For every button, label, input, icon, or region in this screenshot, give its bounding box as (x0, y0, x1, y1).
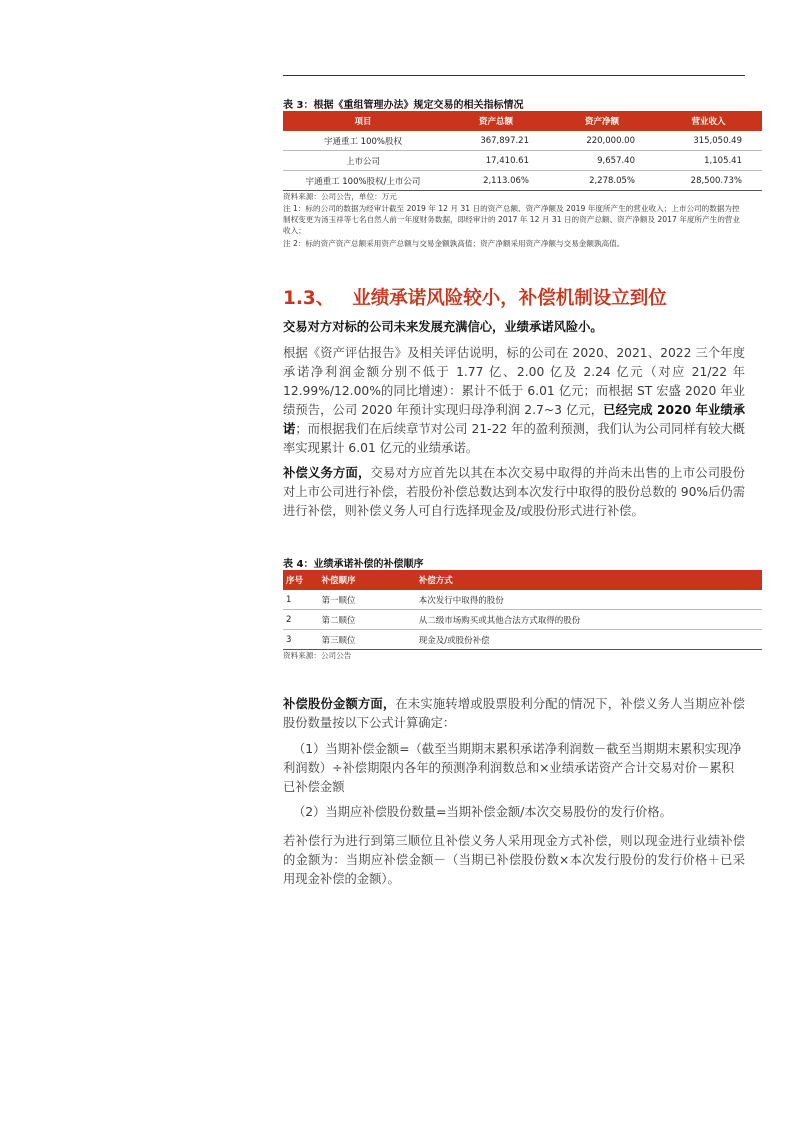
table-cell: 9,657.40 (549, 151, 655, 171)
table-cell: 第一顺位 (319, 590, 416, 610)
table-cell: 上市公司 (283, 151, 443, 171)
table-cell: 2 (283, 610, 319, 630)
formula-item-1 (283, 740, 745, 797)
table4 (283, 570, 762, 650)
table-cell: 第三顺位 (319, 630, 416, 650)
table-cell: 1,105.41 (655, 151, 762, 171)
table4-header-row (283, 570, 762, 590)
section-heading (283, 284, 667, 310)
table-cell: 宇通重工 100%股权 (283, 131, 443, 151)
table-row (283, 131, 762, 151)
table-row (283, 610, 762, 630)
table4-source: 资料来源：公司公告 (283, 651, 352, 660)
paragraph-emphasis: 补偿股份金额方面， (283, 697, 396, 711)
paragraph-performance (283, 344, 745, 458)
table-row (283, 151, 762, 171)
table3-header: 项目 (283, 111, 443, 131)
section-lead: 交易对方对标的公司未来发展充满信心，业绩承诺风险小。 (283, 320, 603, 334)
table-row (283, 630, 762, 650)
table-cell: 本次发行中取得的股份 (416, 590, 762, 610)
table3-header: 营业收入 (655, 111, 762, 131)
section-number: 1.3、 (283, 288, 335, 309)
paragraph-text: 交易对方应首先以其在本次交易中取得的并尚未出售的上市公司股份对上市公司进行补偿，若股份补偿总数达到本次发行中取得的股份总数的 90%后仍需进行补偿，则补偿义务人可自行选择现金及/或股份形式进行补偿。 (283, 466, 745, 518)
table-cell: 220,000.00 (549, 131, 655, 151)
table3-title: 表 3：根据《重组管理办法》规定交易的相关指标情况 (283, 100, 524, 111)
paragraph-emphasis: 补偿义务方面， (283, 466, 371, 480)
table4-header: 补偿顺序 (319, 570, 416, 590)
paragraph-text: ；而根据我们在后续章节对公司 21-22 年的盈利预测，我们认为公司同样有较大概率实现累计 6.01 亿元的业绩承诺。 (283, 422, 745, 455)
table4-header: 序号 (283, 570, 319, 590)
table-cell: 315,050.49 (655, 131, 762, 151)
paragraph-compensation (283, 464, 745, 521)
table-cell: 现金及/或股份补偿 (416, 630, 762, 650)
table-cell: 367,897.21 (443, 131, 549, 151)
paragraph-text: 在未实施转增或股票股利分配的情况下，补偿义务人当期应补偿股份数量按以下公式计算确定： (283, 697, 745, 730)
paragraph-text: 根据《资产评估报告》及相关评估说明，标的公司在 2020、2021、2022 三个年度承诺净利润金额分别不低于 1.77 亿、2.00 亿及 2.24 亿元（对应 21/22 年 12.99%/12.00%的同比增速）：累计不低于 6.01 亿元；而根据 ST 宏盛 2020 年业绩预告，公司 2020 年预计实现归母净利润 2.7~3 亿元， (283, 346, 745, 417)
table3-header: 资产总额 (443, 111, 549, 131)
paragraph-cash-compensation: 若补偿行为进行到第三顺位且补偿义务人采用现金方式补偿，则以现金进行业绩补偿的金额为：当期应补偿金额－（当期已补偿股份数×本次发行股份的发行价格＋已采用现金补偿的金额）。 (283, 834, 745, 886)
paragraph-share-amount (283, 695, 745, 733)
table4-title: 表 4：业绩承诺补偿的补偿顺序 (283, 559, 424, 570)
table3-header: 资产净额 (549, 111, 655, 131)
section-title: 业绩承诺风险较小，补偿机制设立到位 (352, 288, 667, 309)
table-cell: 第二顺位 (319, 610, 416, 630)
table3-note-2: 注 2：标的资产资产总额采用资产总额与交易金额孰高值；资产净额采用资产净额与交易金额孰高值。 (283, 239, 625, 248)
formula-item-2 (283, 803, 745, 822)
table3-source: 资料来源：公司公告，单位：万元 (283, 192, 397, 201)
table-cell: 2,113.06% (443, 171, 549, 191)
table-cell: 3 (283, 630, 319, 650)
formula-text: （1）当期补偿金额=（截至当期期末累积承诺净利润数－截至当期期末累积实现净利润数）÷补偿期限内各年的预测净利润数总和×业绩承诺资产合计交易对价－累积已补偿金额 (283, 742, 742, 794)
table4-header: 补偿方式 (416, 570, 762, 590)
table-cell: 17,410.61 (443, 151, 549, 171)
table3-header-row (283, 111, 762, 131)
table3 (283, 111, 762, 191)
table-row (283, 171, 762, 191)
table-cell: 28,500.73% (655, 171, 762, 191)
table-cell: 2,278.05% (549, 171, 655, 191)
table-cell: 1 (283, 590, 319, 610)
table-cell: 从二级市场购买或其他合法方式取得的股份 (416, 610, 762, 630)
table-row (283, 590, 762, 610)
header-rule (283, 75, 745, 76)
paragraph-emphasis: 已经完成 2020 年业绩承诺 (283, 403, 745, 436)
formula-text: （2）当期应补偿股份数量=当期补偿金额/本次交易股份的发行价格。 (293, 805, 672, 819)
table3-note-1: 注 1：标的公司的数据为经审计截至 2019 年 12 月 31 日的资产总额、资产净额及 2019 年度所产生的营业收入；上市公司的数据为控制权变更为汤玉祥等七名自然人前一年度财务数据，即经审计的 2017 年 12 月 31 日的资产总额、资产净额及 2017 年度所产生的营业收入； (283, 204, 740, 235)
table-cell: 宇通重工 100%股权/上市公司 (283, 171, 443, 191)
